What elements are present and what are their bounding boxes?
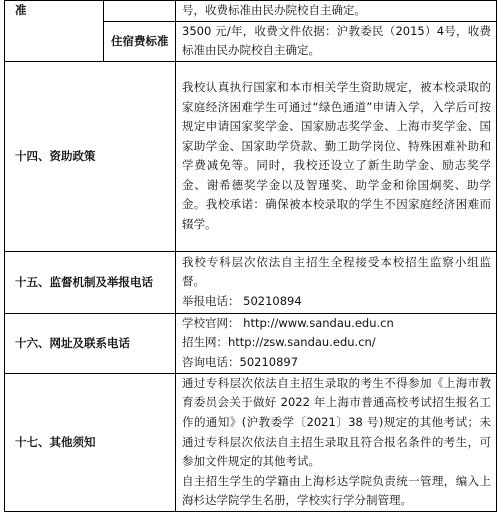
consult-phone: 咨询电话：50210897 <box>182 355 299 370</box>
admissions-site-link[interactable]: 招生网：http://zsw.sandau.edu.cn/ <box>182 335 376 350</box>
table-row-fees-tail <box>5 1 497 22</box>
subcategory-empty <box>104 1 176 22</box>
category-fees-tail <box>5 1 104 62</box>
table-row-financial-aid <box>5 61 497 251</box>
subcategory-accommodation: 住宿费标准 <box>104 21 176 61</box>
category-contact: 十六、网址及联系电话 <box>5 313 176 373</box>
content-accommodation: 3500 元/年，收费文件依据：沪教委民（2015）4号，收费标准由民办院校自主确定。 <box>176 21 497 61</box>
table-row-contact <box>5 313 497 373</box>
content-fees-tail: 号，收费标准由民办院校自主确定。 <box>176 1 497 22</box>
content-financial-aid: 我校认真执行国家和本市相关学生资助规定，被本校录取的家庭经济困难学生可通过“绿色通道”申请入学，入学后可按规定申请国家奖学金、国家励志奖学金、上海市奖学金、国家助学金、国家助学贷款、勤工助学岗位、特殊困难补助和学费减免等。同时，我校还设立了新生助学金、励志奖学金、谢希德奖学金以及智瑾奖、助学金和徐国炯奖、助学金。我校承诺：确保被本校录取的学生不因家庭经济困难而辍学。 <box>176 61 497 251</box>
website-link[interactable]: 学校官网： http://www.sandau.edu.cn <box>182 315 394 330</box>
content-supervision: 我校专科层次依法自主招生全程接受本校招生监察小组监督。 举报电话： 50210894 <box>176 251 497 313</box>
table-row-notes <box>5 373 497 511</box>
hotline-text: 举报电话： 50210894 <box>182 294 302 309</box>
table-row-supervision <box>5 251 497 313</box>
admission-info-table <box>4 0 497 512</box>
content-notes: 通过专科层次依法自主招生录取的考生不得参加《上海市教育委员会关于做好 2022 年上海市普通高校考试招生报名工作的通知》(沪教委学〔2021〕38 号)规定的其他考试；未通过专科层次依法自主招生录取且符合报名条件的考生，可参加文件规定的其他考试。 自主招生学生的学籍由上海杉达学院负责统一管理，编入上海杉达学院学生名册，学校实行学分制管理。 <box>176 373 497 511</box>
content-contact <box>176 313 497 373</box>
category-label: 准 <box>15 3 27 17</box>
category-supervision: 十五、监督机制及举报电话 <box>5 251 176 313</box>
category-notes: 十七、其他须知 <box>5 373 176 511</box>
category-financial-aid: 十四、资助政策 <box>5 61 176 251</box>
